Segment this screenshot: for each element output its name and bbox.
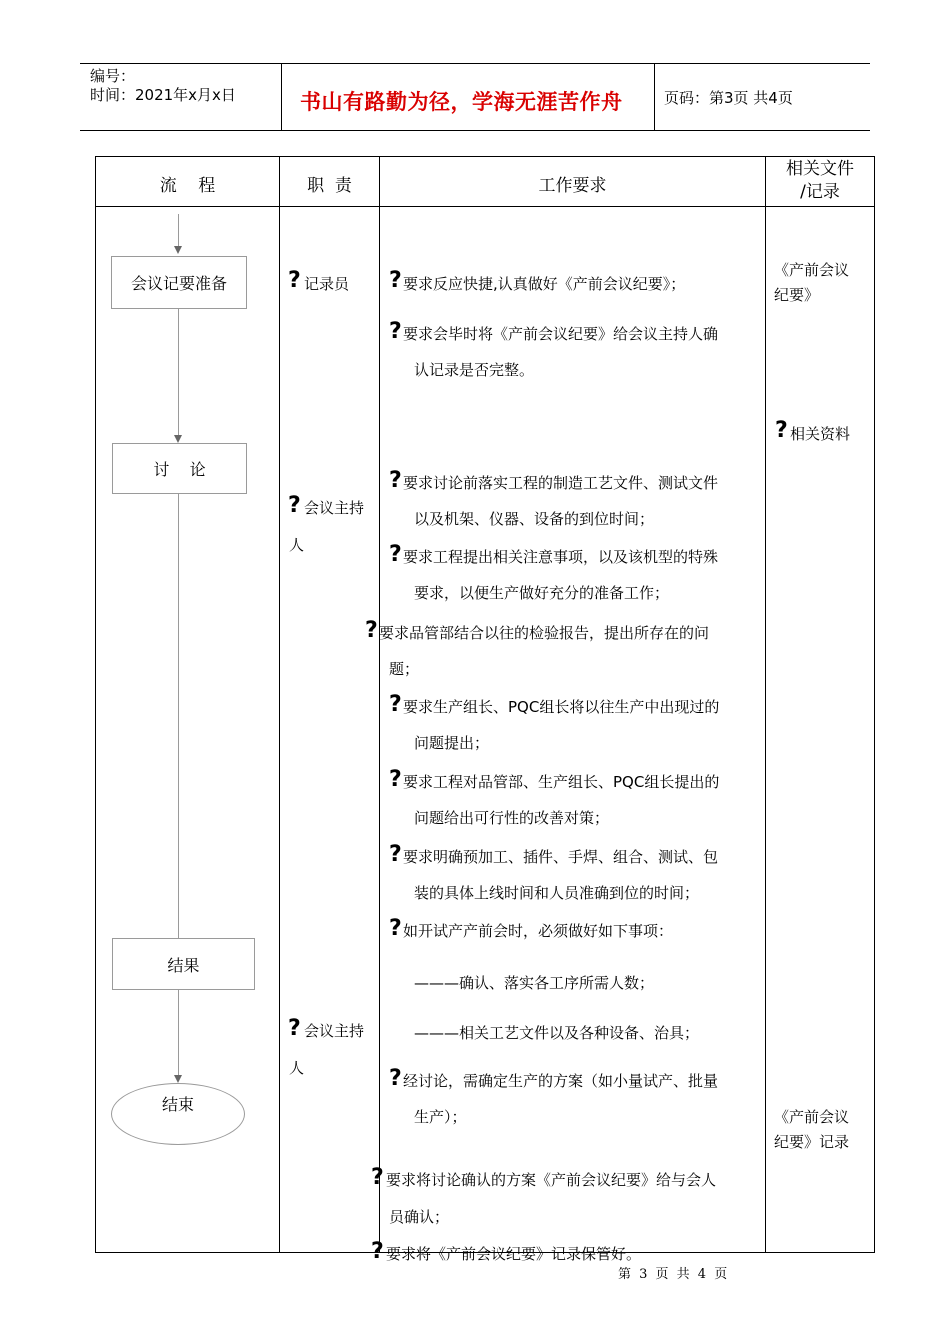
flow-connector-2-3	[178, 493, 179, 938]
bullet-marker: ?	[288, 493, 301, 518]
header-motto: 书山有路勤为径，学海无涯苦作舟	[300, 90, 623, 114]
table-col-divider-2	[379, 156, 380, 1253]
column-header-documents-line1: 相关文件	[786, 159, 854, 179]
requirement-9-sub-1: ———确认、落实各工序所需人数；	[414, 974, 655, 992]
duty-meeting-host-1: 会议主持	[304, 499, 365, 517]
requirement-11-cont: 员确认；	[389, 1208, 450, 1226]
flow-connector-top	[178, 214, 179, 246]
header-top-rule	[80, 63, 870, 64]
table-col-divider-3	[765, 156, 766, 1253]
bullet-marker: ?	[389, 692, 402, 717]
flow-step-end: 结束	[111, 1083, 245, 1145]
table-col-divider-1	[279, 156, 280, 1253]
requirement-9: 如开试产产前会时，必须做好如下事项：	[403, 922, 674, 940]
requirement-7-cont: 问题给出可行性的改善对策；	[414, 809, 610, 827]
header-divider-left	[281, 63, 282, 131]
table-right-border	[874, 156, 875, 1253]
column-header-documents-line2: /记录	[800, 182, 840, 202]
flow-arrow-3	[174, 1075, 182, 1083]
table-top-border	[95, 156, 875, 157]
requirement-2: 要求会毕时将《产前会议纪要》给会议主持人确	[403, 325, 719, 343]
requirement-3-cont: 以及机架、仪器、设备的到位时间；	[414, 510, 655, 528]
requirement-7: 要求工程对品管部、生产组长、PQC组长提出的	[403, 773, 720, 791]
duty-recorder: 记录员	[304, 275, 350, 293]
requirement-4: 要求工程提出相关注意事项，以及该机型的特殊	[403, 548, 719, 566]
duty-meeting-host-2: 会议主持	[304, 1022, 365, 1040]
flow-step-discussion: 讨 论	[112, 443, 247, 494]
header-page-code: 页码：第3页 共4页	[664, 89, 793, 107]
bullet-marker: ?	[389, 542, 402, 567]
bullet-marker: ?	[389, 916, 402, 941]
document-date: 时间：2021年x月x日	[90, 86, 236, 104]
requirement-4-cont: 要求，以便生产做好充分的准备工作；	[414, 584, 670, 602]
requirement-5-cont: 题；	[389, 660, 420, 678]
bullet-marker: ?	[389, 268, 402, 293]
document-preproduction-minutes-cont: 纪要》	[774, 286, 820, 304]
bullet-marker: ?	[389, 319, 402, 344]
header-bottom-rule	[80, 130, 870, 131]
flow-step-meeting-notes-prep: 会议记要准备	[111, 256, 247, 309]
requirement-3: 要求讨论前落实工程的制造工艺文件、测试文件	[403, 474, 719, 492]
requirement-10: 经讨论，需确定生产的方案（如小量试产、批量	[403, 1072, 719, 1090]
table-header-separator	[95, 206, 875, 207]
column-header-documents	[766, 158, 874, 204]
duty-meeting-host-2-cont: 人	[289, 1059, 305, 1077]
bullet-marker: ?	[371, 1239, 384, 1264]
document-number-label: 编号：	[90, 67, 136, 85]
requirement-11: 要求将讨论确认的方案《产前会议纪要》给与会人	[386, 1171, 717, 1189]
document-preproduction-minutes: 《产前会议	[774, 261, 850, 279]
duty-meeting-host-1-cont: 人	[289, 536, 305, 554]
bullet-marker: ?	[389, 842, 402, 867]
requirement-5: 要求品管部结合以往的检验报告，提出所存在的问	[379, 624, 710, 642]
requirement-10-cont: 生产）；	[414, 1108, 467, 1126]
column-header-flow: 流 程	[159, 176, 216, 196]
requirement-6: 要求生产组长、PQC组长将以往生产中出现过的	[403, 698, 720, 716]
footer-page-number: 第 3 页 共 4 页	[618, 1267, 730, 1282]
requirement-8: 要求明确预加工、插件、手焊、组合、测试、包	[403, 848, 719, 866]
document-minutes-record-cont: 纪要》记录	[774, 1133, 850, 1151]
flow-connector-1-2	[178, 308, 179, 435]
bullet-marker: ?	[288, 1016, 301, 1041]
bullet-marker: ?	[389, 767, 402, 792]
column-header-requirement: 工作要求	[538, 176, 607, 196]
flow-arrow-2	[174, 435, 182, 443]
table-left-border	[95, 156, 96, 1253]
requirement-8-cont: 装的具体上线时间和人员准确到位的时间；	[414, 884, 700, 902]
requirement-9-sub-2: ———相关工艺文件以及各种设备、治具；	[414, 1024, 700, 1042]
requirement-6-cont: 问题提出；	[414, 734, 490, 752]
requirement-12: 要求将《产前会议纪要》记录保管好。	[386, 1245, 642, 1263]
bullet-marker: ?	[389, 1066, 402, 1091]
header-divider-right	[654, 63, 655, 131]
bullet-marker: ?	[389, 468, 402, 493]
requirement-1: 要求反应快捷,认真做好《产前会议纪要》；	[403, 275, 686, 293]
bullet-marker: ?	[288, 268, 301, 293]
bullet-marker: ?	[365, 618, 378, 643]
flow-step-result: 结果	[112, 938, 255, 990]
bullet-marker: ?	[775, 418, 788, 443]
flow-connector-3-4	[178, 989, 179, 1075]
document-minutes-record: 《产前会议	[774, 1108, 850, 1126]
requirement-2-cont: 认记录是否完整。	[414, 361, 535, 379]
bullet-marker: ?	[371, 1165, 384, 1190]
column-header-duty: 职 责	[307, 176, 352, 196]
flow-arrow-1	[174, 246, 182, 254]
document-related-materials: 相关资料	[790, 425, 851, 443]
